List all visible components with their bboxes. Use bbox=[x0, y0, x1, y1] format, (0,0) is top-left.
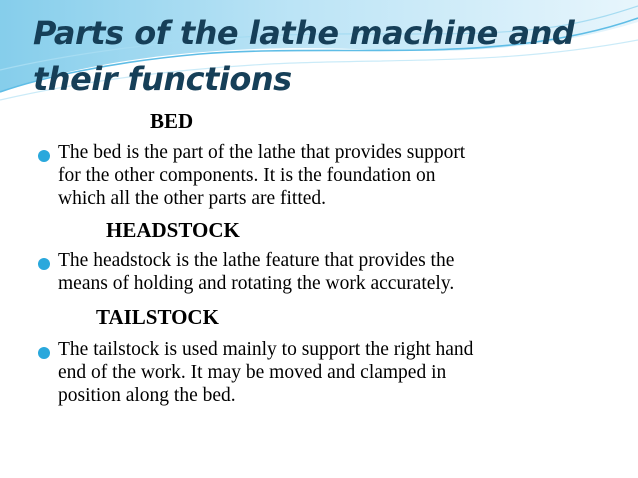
bullet-dot-icon bbox=[38, 347, 50, 359]
bullet-dot-icon bbox=[38, 258, 50, 270]
text-line: end of the work. It may be moved and clamped in bbox=[58, 362, 447, 383]
bullet-dot-icon bbox=[38, 150, 50, 162]
text-line: means of holding and rotating the work accurately. bbox=[58, 273, 455, 294]
text-line: for the other components. It is the foundation on bbox=[58, 165, 436, 186]
slide-title bbox=[33, 10, 574, 102]
bullet-text-headstock bbox=[58, 249, 603, 295]
text-line: The tailstock is used mainly to support the right hand bbox=[58, 339, 474, 360]
text-line: which all the other parts are fitted. bbox=[58, 188, 327, 209]
section-heading-tailstock: TAILSTOCK bbox=[96, 305, 219, 329]
text-line: position along the bed. bbox=[58, 385, 236, 406]
slide-title-line-2: their functions bbox=[33, 60, 292, 98]
slide-title-line-1: Parts of the lathe machine and bbox=[33, 14, 575, 52]
section-heading-headstock: HEADSTOCK bbox=[106, 218, 240, 242]
text-line: The headstock is the lathe feature that provides the bbox=[58, 250, 455, 271]
section-heading-bed: BED bbox=[150, 109, 194, 133]
bullet-text-tailstock bbox=[58, 338, 603, 407]
text-line: The bed is the part of the lathe that provides support bbox=[58, 142, 466, 163]
bullet-text-bed bbox=[58, 141, 603, 210]
